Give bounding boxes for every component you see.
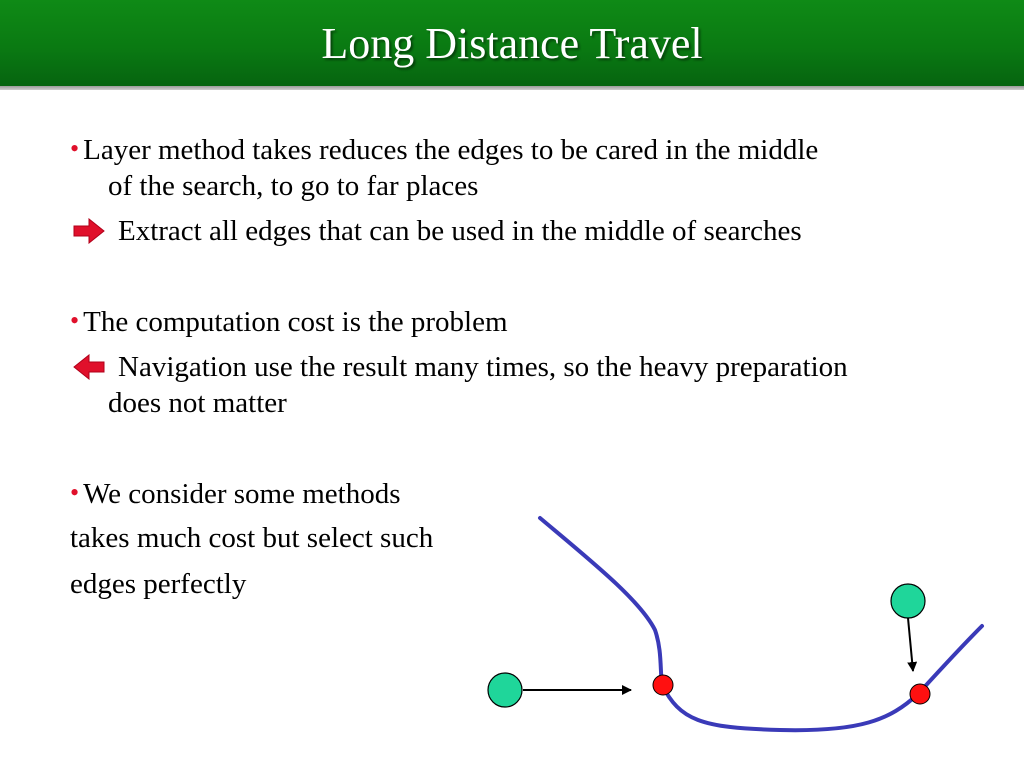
slide-title: Long Distance Travel xyxy=(321,19,703,68)
arrow-item-navigation-text: Navigation use the result many times, so the heavy preparation xyxy=(118,351,848,383)
arrow-item-extract-text: Extract all edges that can be used in the middle of searches xyxy=(118,215,802,247)
arrow-item-navigation-continuation: does not matter xyxy=(108,387,287,419)
exit-node xyxy=(910,684,930,704)
entry-node xyxy=(653,675,673,695)
bullet-item-3-line3: edges perfectly xyxy=(70,568,247,600)
start-node xyxy=(488,673,522,707)
bullet-dot: • xyxy=(70,134,80,163)
bullet-item-3-line2: takes much cost but select such xyxy=(70,522,434,554)
access-arrow-right xyxy=(908,618,913,671)
bullet-dot: • xyxy=(70,306,80,335)
bullet-dot: • xyxy=(70,478,80,507)
bullet-item-2-text: The computation cost is the problem xyxy=(83,306,508,338)
bullet-item-3-text: We consider some methods xyxy=(83,478,401,510)
goal-node xyxy=(891,584,925,618)
bullet-item-1-text: Layer method takes reduces the edges to be cared in the middle xyxy=(83,134,819,166)
bullet-item-1-continuation: of the search, to go to far places xyxy=(108,170,479,202)
